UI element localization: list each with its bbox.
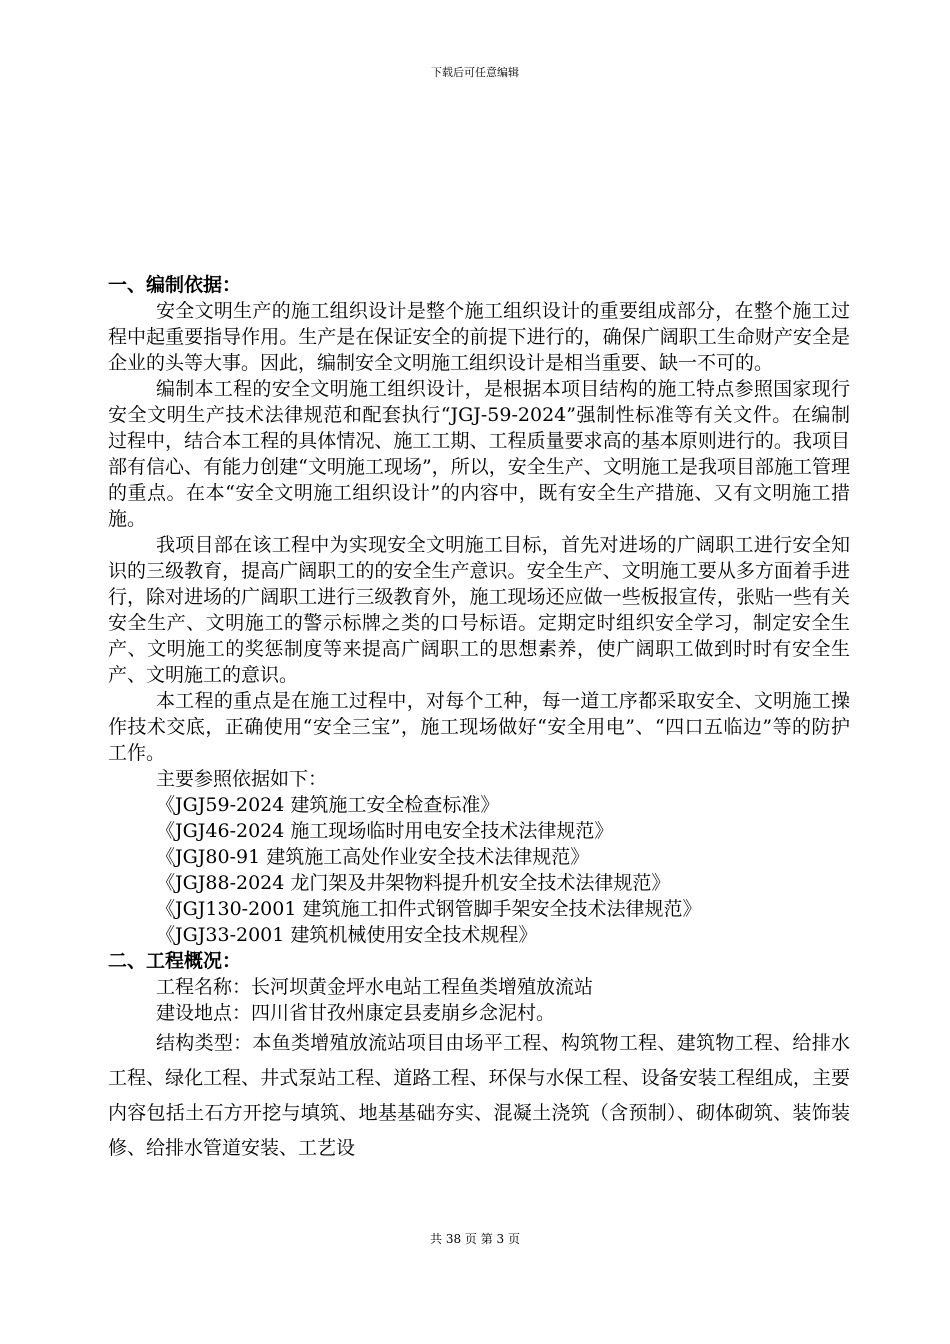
paragraph: 本工程的重点是在施工过程中，对每个工种，每一道工序都采取安全、文明施工操作技术交底，正确使用“安全三宝”，施工现场做好“安全用电”、“四口五临边”等的防护工作。 xyxy=(108,690,850,764)
reference-item: 《JGJ59-2024 建筑施工安全检查标准》 xyxy=(156,794,500,816)
page-header: 下载后可任意编辑 xyxy=(431,66,519,79)
reference-item: 《JGJ88-2024 龙门架及井架物料提升机安全技术法律规范》 xyxy=(156,872,671,894)
reference-item: 《JGJ80-91 建筑施工高处作业安全技术法律规范》 xyxy=(156,846,590,868)
project-name: 工程名称：长河坝黄金坪水电站工程鱼类增殖放流站 xyxy=(156,976,594,998)
paragraph: 我项目部在该工程中为实现安全文明施工目标，首先对进场的广阔职工进行安全知识的三级教育，提高广阔职工的的安全生产意识。安全生产、文明施工要从多方面着手进行，除对进场的广阔职工进行三级教育外，施工现场还应做一些板报宣传，张贴一些有关安全生产、文明施工的警示标牌之类的口号标语。定期定时组织安全学习，制定安全生产、文明施工的奖惩制度等来提高广阔职工的思想素养，使广阔职工做到时时有安全生产、文明施工的意识。 xyxy=(108,534,850,686)
section-heading-project-overview: 二、工程概况： xyxy=(108,950,242,972)
paragraph: 安全文明生产的施工组织设计是整个施工组织设计的重要组成部分，在整个施工过程中起重要指导作用。生产是在保证安全的前提下进行的，确保广阔职工生命财产安全是企业的头等大事。因此，编制安全文明施工组织设计是相当重要、缺一不可的。 xyxy=(108,300,850,374)
references-intro: 主要参照依据如下： xyxy=(156,768,328,790)
reference-item: 《JGJ130-2001 建筑施工扣件式钢管脚手架安全技术法律规范》 xyxy=(156,898,702,920)
reference-item: 《JGJ33-2001 建筑机械使用安全技术规程》 xyxy=(156,924,538,946)
project-location: 建设地点：四川省甘孜州康定县麦崩乡念泥村。 xyxy=(156,1002,556,1024)
paragraph: 编制本工程的安全文明施工组织设计，是根据本项目结构的施工特点参照国家现行安全文明生产技术法律规范和配套执行“JGJ-59-2024”强制性标准等有关文件。在编制过程中，结合本工程的具体情况、施工工期、工程质量要求高的基本原则进行的。我项目部有信心、有能力创建“文明施工现场”，所以，安全生产、文明施工是我项目部施工管理的重点。在本“安全文明施工组织设计”的内容中，既有安全生产措施、又有文明施工措施。 xyxy=(108,378,850,530)
section-heading-compile-basis: 一、编制依据： xyxy=(108,274,242,296)
page-footer: 共 38 页 第 3 页 xyxy=(430,1232,520,1246)
document-body xyxy=(108,272,850,1166)
reference-item: 《JGJ46-2024 施工现场临时用电安全技术法律规范》 xyxy=(156,820,614,842)
structure-type-paragraph: 结构类型：本鱼类增殖放流站项目由场平工程、构筑物工程、建筑物工程、给排水工程、绿化工程、井式泵站工程、道路工程、环保与水保工程、设备安装工程组成，主要内容包括土石方开挖与填筑、地基基础夯实、混凝土浇筑（含预制）、砌体砌筑、装饰装修、给排水管道安装、工艺设 xyxy=(108,1032,850,1159)
